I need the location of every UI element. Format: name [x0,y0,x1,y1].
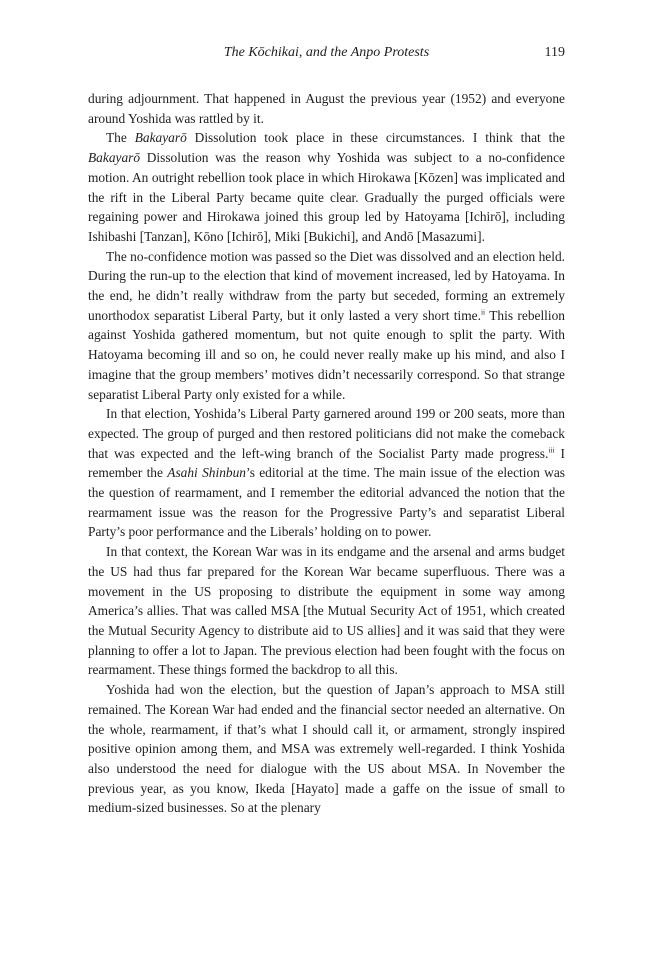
italic-text: Asahi Shinbun [167,465,246,481]
italic-text: Bakayarō [88,150,141,166]
paragraph-text: This rebellion against Yoshida gathered momentum, but not quite enough to split the party. With Hatoyama becoming ill and so on, he could never really make up his mind, and also I imagine that the group members’ motives didn’t necessarily correspond. So that strange separatist Liberal Party only existed for a while. [88,307,566,402]
running-head [88,45,565,65]
paragraph-text: Dissolution was the reason why Yoshida was subject to a no-confidence motion. An outright rebellion took place in which Hirokawa [Kōzen] was implicated and the rift in the Liberal Party became quite clear. Gradually the purged officials were regaining power and Hirokawa joined this group led by Hatoyama [Ichirō], including Ishibashi [Tanzan], Kōno [Ichirō], Miki [Bukichi], and Andō [Masazumi]. [88,150,565,244]
paragraph [88,247,565,405]
italic-text: Bakayarō [134,130,187,146]
footnote-marker: iii [548,445,555,455]
body-text [88,89,565,818]
paragraph [88,128,565,246]
paragraph-text: The no-confidence motion was passed so the Diet was dissolved and an election held. During the run-up to the election that kind of movement increased, led by Hatoyama. In the end, he didn’t really withdraw from the party but seceded, forming an extremely unorthodox separatist Liberal Party, but it only lasted a very short time. [88,248,565,323]
paragraph-text: The [106,130,135,146]
paragraph-text: during adjournment. That happened in August the previous year (1952) and everyone around Yoshida was rattled by it. [88,91,565,126]
paragraph [88,89,565,128]
paragraph-text: Yoshida had won the election, but the question of Japan’s approach to MSA still remained. The Korean War had ended and the financial sector needed an alternative. On the whole, rearmament, if that’s what I should call it, or armament, strongly inspired positive opinion among them, and MSA was extremely well-regarded. I think Yoshida also understood the need for dialogue with the US about MSA. In November the previous year, as you know, Ikeda [Hayato] made a gaffe on the issue of small to medium-sized businesses. So at the plenary [88,682,565,816]
page-number: 119 [544,45,565,60]
paragraph [88,680,565,818]
paragraph-text: In that context, the Korean War was in its endgame and the arsenal and arms budget the US had thus far prepared for the Korean War became superfluous. There was a movement in the US proposing to distribute the equipment in some way among America’s allies. That was called MSA [the Mutual Security Act of 1951, which created the Mutual Security Agency to distribute aid to US allies] and it was said that they were planning to offer a lot to Japan. The previous election had been fought with the focus on rearmament. These things formed the backdrop to all this. [88,544,565,678]
paragraph [88,404,565,542]
paragraph [88,542,565,680]
paragraph-text: Dissolution took place in these circumstances. I think that the [186,130,565,146]
paragraph-text: I remember the [88,445,566,481]
footnote-marker: ii [480,307,486,317]
paragraph-text: ’s editorial at the time. The main issue of the election was the question of rearmament, and I remember the editorial advanced the notion that the rearmament issue was the reason for the Progressive Party’s and separatist Liberal Party’s poor performance and the Liberals’ holding on to power. [88,465,565,540]
running-title: The Kōchikai, and the Anpo Protests [223,45,430,60]
paragraph-text: In that election, Yoshida’s Liberal Party garnered around 199 or 200 seats, more than expected. The group of purged and then restored politicians did not make the comeback that was expected and the left-wing branch of the Socialist Party made progress. [88,406,565,461]
